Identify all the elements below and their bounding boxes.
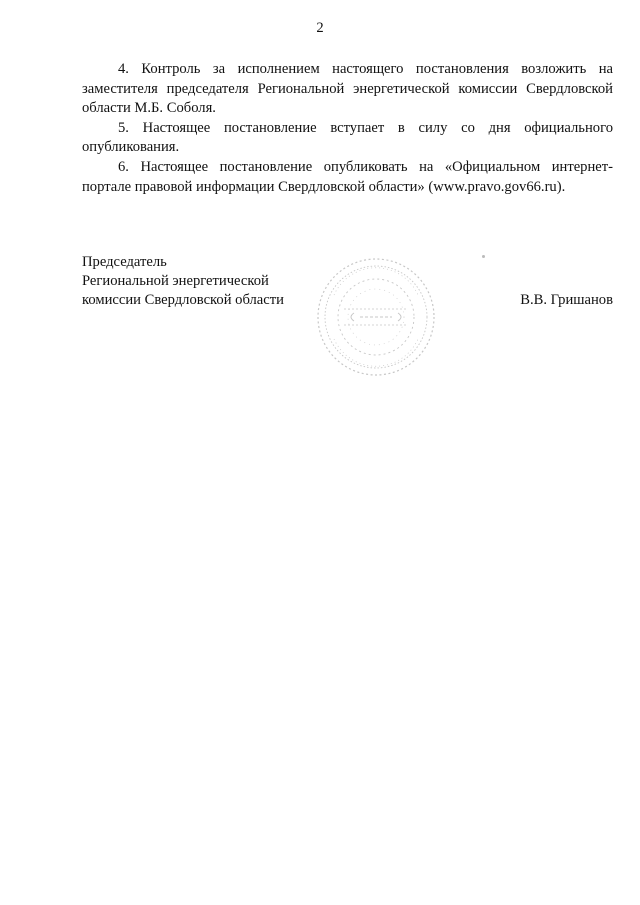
document-body bbox=[82, 60, 613, 197]
signer-title-line-2: Региональной энергетической bbox=[82, 273, 269, 289]
scan-dot-mark bbox=[482, 255, 485, 258]
signer-name: В.В. Гришанов bbox=[520, 292, 613, 308]
paragraph-4: 4. Контроль за исполнением настоящего постановления возложить на заместителя председателя Региональной энергетической комиссии Свердловской области М.Б. Соболя. bbox=[82, 61, 613, 117]
signature-block bbox=[82, 253, 613, 383]
paragraph-5: 5. Настоящее постановление вступает в силу со дня официального опубликования. bbox=[82, 119, 613, 156]
official-seal-icon bbox=[314, 255, 438, 379]
paragraph-6: 6. Настоящее постановление опубликовать на «Официальном интернет-портале правовой информации Свердловской области» (www.pravo.gov66.ru). bbox=[82, 158, 613, 195]
signer-title-line-1: Председатель bbox=[82, 254, 167, 270]
signer-title-line-3: комиссии Свердловской области bbox=[82, 292, 284, 308]
page-number: 2 bbox=[316, 20, 324, 36]
